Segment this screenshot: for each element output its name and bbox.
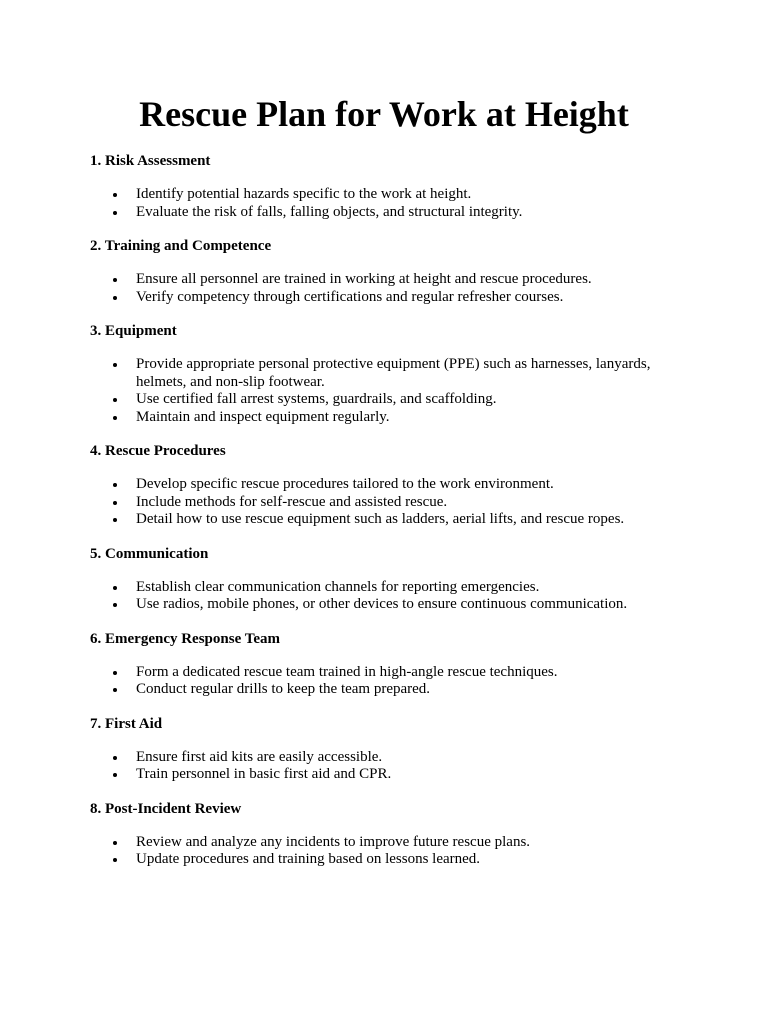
list-item (90, 596, 690, 614)
list-item-text: Establish clear communication channels for reporting emergencies. (136, 578, 540, 595)
section-heading: 3. Equipment (90, 323, 177, 339)
list-item (90, 664, 690, 682)
list-item (90, 834, 690, 852)
section-emergency-response-team (90, 628, 690, 699)
section-rescue-procedures (90, 440, 690, 529)
bullet-list (90, 749, 690, 784)
bullet-icon (113, 858, 117, 862)
list-item-text: Detail how to use rescue equipment such as ladders, aerial lifts, and rescue ropes. (136, 511, 625, 527)
bullet-icon (113, 483, 117, 487)
list-item (90, 204, 690, 222)
bullet-icon (113, 363, 117, 367)
bullet-icon (113, 586, 117, 590)
list-item-text: Develop specific rescue procedures tailored to the work environment. (136, 476, 554, 492)
section-heading: 2. Training and Competence (90, 238, 272, 254)
list-item (90, 494, 690, 512)
list-item-text: Update procedures and training based on lessons learned. (136, 851, 481, 867)
bullet-icon (113, 211, 117, 215)
bullet-icon (113, 193, 117, 197)
bullet-icon (113, 756, 117, 760)
bullet-icon (113, 603, 117, 607)
list-item (90, 476, 690, 494)
list-item (90, 511, 690, 529)
bullet-list (90, 476, 690, 529)
bullet-list (90, 186, 690, 221)
bullet-list (90, 579, 690, 614)
list-item (90, 409, 690, 427)
bullet-icon (113, 841, 117, 845)
list-item-text: Form a dedicated rescue team trained in high-angle rescue techniques. (136, 663, 558, 680)
list-item-text: Conduct regular drills to keep the team prepared. (136, 681, 431, 697)
list-item (90, 851, 690, 869)
list-item-text: Include methods for self-rescue and assisted rescue. (136, 493, 448, 510)
list-item-text: Use certified fall arrest systems, guardrails, and scaffolding. (136, 391, 497, 407)
section-heading: 8. Post-Incident Review (90, 800, 242, 817)
list-item-text: Ensure first aid kits are easily accessible. (136, 748, 383, 765)
section-heading: 5. Communication (90, 545, 209, 562)
list-item-text: Identify potential hazards specific to the work at height. (136, 186, 472, 202)
section-equipment (90, 320, 690, 426)
list-item-text: Ensure all personnel are trained in working at height and rescue procedures. (136, 271, 592, 287)
bullet-list (90, 664, 690, 699)
bullet-icon (113, 398, 117, 402)
list-item (90, 186, 690, 204)
list-item (90, 681, 690, 699)
bullet-icon (113, 296, 117, 300)
bullet-icon (113, 671, 117, 675)
bullet-icon (113, 773, 117, 777)
sections-container (90, 150, 690, 869)
section-communication (90, 543, 690, 614)
bullet-icon (113, 416, 117, 420)
bullet-list (90, 356, 690, 426)
section-risk-assessment (90, 150, 690, 221)
bullet-icon (113, 501, 117, 505)
bullet-list (90, 271, 690, 306)
section-first-aid (90, 713, 690, 784)
list-item-text: Evaluate the risk of falls, falling objects, and structural integrity. (136, 203, 523, 220)
list-item (90, 766, 690, 784)
list-item (90, 289, 690, 307)
bullet-icon (113, 278, 117, 282)
section-post-incident-review (90, 798, 690, 869)
section-heading: 1. Risk Assessment (90, 153, 211, 169)
list-item (90, 749, 690, 767)
list-item (90, 391, 690, 409)
bullet-icon (113, 518, 117, 522)
list-item-text: Maintain and inspect equipment regularly. (136, 408, 390, 425)
list-item-text: Use radios, mobile phones, or other devices to ensure continuous communication. (136, 596, 628, 612)
list-item-text: Train personnel in basic first aid and CPR. (136, 766, 392, 782)
section-heading: 7. First Aid (90, 715, 163, 732)
page-title: Rescue Plan for Work at Height (139, 94, 629, 134)
section-heading: 6. Emergency Response Team (90, 630, 280, 647)
section-training-and-competence (90, 235, 690, 306)
list-item-text: Review and analyze any incidents to improve future rescue plans. (136, 833, 531, 850)
list-item-text: Provide appropriate personal protective equipment (PPE) such as harnesses, lanyards, helmets, and non-slip footwear. (136, 356, 651, 390)
bullet-list (90, 834, 690, 869)
section-heading: 4. Rescue Procedures (90, 443, 226, 459)
bullet-icon (113, 688, 117, 692)
list-item-text: Verify competency through certifications and regular refresher courses. (136, 288, 564, 305)
list-item (90, 271, 690, 289)
list-item (90, 579, 690, 597)
list-item (90, 356, 690, 391)
